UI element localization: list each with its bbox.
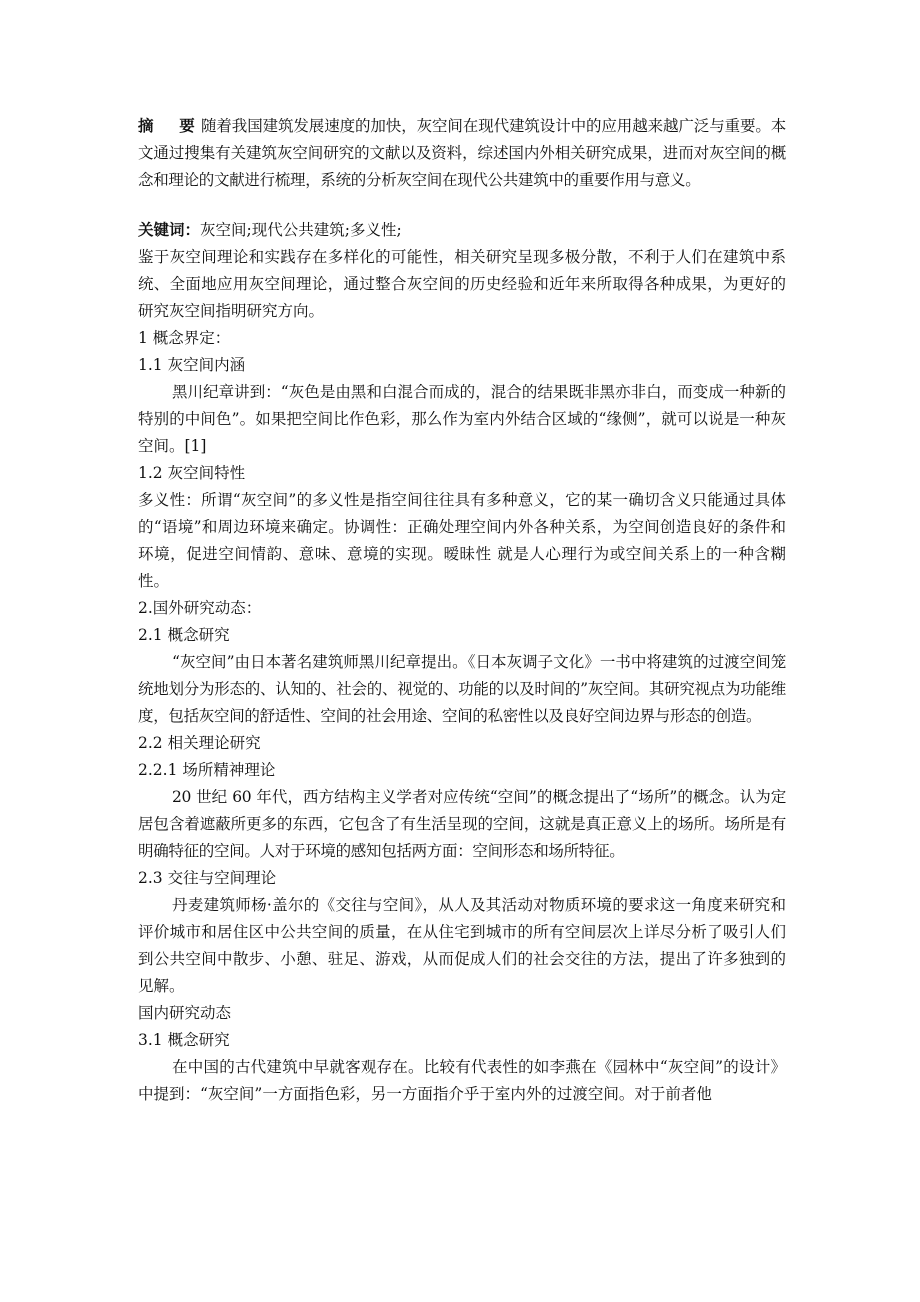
paragraph-s1-2: 多义性：所谓“灰空间”的多义性是指空间往往具有多种意义，它的某一确切含义只能通过具体的“语境”和周边环境来确定。协调性：正确处理空间内外各种关系，为空间创造良好的条件和环境，促进空间情韵、意味、意境的实现。暧昧性 就是人心理行为或空间关系上的一种含糊性。 (138, 491, 786, 590)
heading-s1: 1 概念界定： (138, 329, 231, 347)
heading-s2: 2.国外研究动态： (138, 599, 262, 617)
paragraph-s2-2-1: 20 世纪 60 年代，西方结构主义学者对应传统“空间”的概念提出了“场所”的概念。认为定居包含着遮蔽所更多的东西，它包含了有生活呈现的空间，这就是真正意义上的场所。场所是有明确特征的空间。人对于环境的感知包括两方面：空间形态和场所特征。 (138, 788, 786, 860)
heading-s2-1: 2.1 概念研究 (138, 626, 230, 644)
keywords-text: 灰空间;现代公共建筑;多义性; (200, 221, 402, 239)
heading-s2-3: 2.3 交往与空间理论 (138, 869, 277, 887)
paragraph-s1-1: 黑川纪章讲到：“灰色是由黑和白混合而成的，混合的结果既非黑亦非白，而变成一种新的特别的中间色”。如果把空间比作色彩，那么作为室内外结合区域的“缘侧”，就可以说是一种灰空间。[1] (138, 383, 786, 455)
intro-paragraph: 鉴于灰空间理论和实践存在多样化的可能性，相关研究呈现多极分散，不利于人们在建筑中系统、全面地应用灰空间理论，通过整合灰空间的历史经验和近年来所取得各种成果，为更好的研究灰空间指明研究方向。 (138, 248, 786, 320)
heading-s2-2-1: 2.2.1 场所精神理论 (138, 761, 276, 779)
paragraph-s2-3: 丹麦建筑师杨·盖尔的《交往与空间》，从人及其活动对物质环境的要求这一角度来研究和评价城市和居住区中公共空间的质量，在从住宅到城市的所有空间层次上详尽分析了吸引人们到公共空间中散步、小憩、驻足、游戏，从而促成人们的社会交往的方法，提出了许多独到的见解。 (138, 896, 786, 995)
heading-s1-2: 1.2 灰空间特性 (138, 464, 246, 482)
paragraph-s3-1: 在中国的古代建筑中早就客观存在。比较有代表性的如李燕在《园林中“灰空间”的设计》中提到：“灰空间”一方面指色彩，另一方面指介乎于室内外的过渡空间。对于前者他 (138, 1058, 786, 1103)
abstract-paragraph (138, 112, 786, 194)
keywords-label: 关键词： (138, 220, 201, 239)
heading-s3: 国内研究动态 (138, 1004, 232, 1022)
abstract-text: 随着我国建筑发展速度的加快，灰空间在现代建筑设计中的应用越来越广泛与重要。本文通过搜集有关建筑灰空间研究的文献以及资料，综述国内外相关研究成果，进而对灰空间的概念和理论的文献进行梳理，系统的分析灰空间在现代公共建筑中的重要作用与意义。 (138, 117, 786, 189)
spacer (138, 194, 786, 216)
document-page (138, 112, 786, 1108)
keywords-line (138, 216, 786, 244)
heading-s3-1: 3.1 概念研究 (138, 1031, 230, 1049)
abstract-label: 摘 要 (138, 116, 205, 135)
heading-s1-1: 1.1 灰空间内涵 (138, 356, 246, 374)
heading-s2-2: 2.2 相关理论研究 (138, 734, 261, 752)
paragraph-s2-1: “灰空间”由日本著名建筑师黑川纪章提出。《日本灰调子文化》一书中将建筑的过渡空间笼统地划分为形态的、认知的、社会的、视觉的、功能的以及时间的”灰空间。其研究视点为功能维度，包括灰空间的舒适性、空间的社会用途、空间的私密性以及良好空间边界与形态的创造。 (138, 653, 786, 725)
